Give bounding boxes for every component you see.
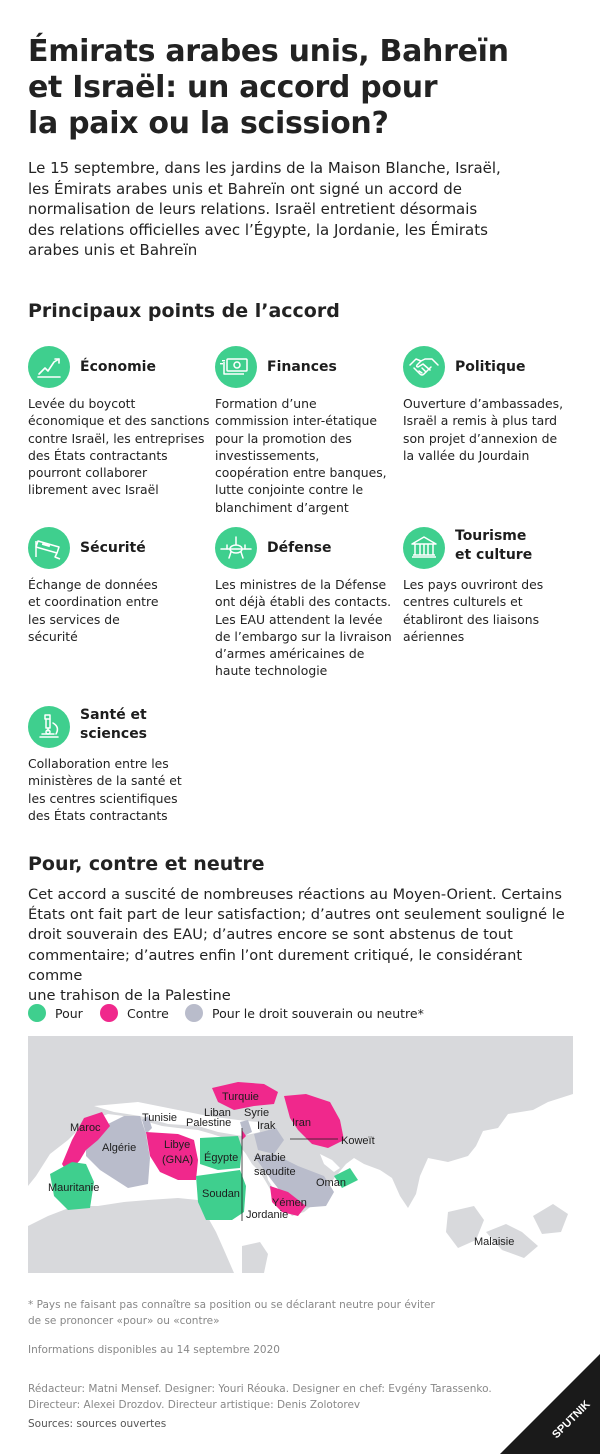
point-description: Collaboration entre les ministères de la santé et les centres scientifiques des États contractants — [28, 756, 182, 823]
point-description: Les pays ouvriront des centres culturels et établiront des liaisons aériennes — [403, 577, 544, 644]
label-liban: Liban — [204, 1107, 231, 1119]
label-saoudite: saoudite — [254, 1166, 296, 1178]
label-maroc: Maroc — [70, 1122, 101, 1134]
label-arabie: Arabie — [254, 1152, 286, 1164]
intro-line: Le 15 septembre, dans les jardins de la Maison Blanche, Israël, — [28, 159, 501, 177]
intro-line: arabes unis et Bahreïn — [28, 241, 198, 260]
info-date: Informations disponibles au 14 septembre 2020 — [28, 1344, 280, 1356]
legend-dot-neutre — [185, 1004, 203, 1022]
legend-label-pour: Pour — [55, 1006, 83, 1021]
point-description: Levée du boycott économique et des sanctions contre Israël, les entreprises des États contractants pourront collaborer librement avec Israël — [28, 396, 210, 498]
label-malaisie: Malaisie — [474, 1236, 515, 1248]
label-mauritanie: Mauritanie — [48, 1182, 100, 1194]
intro-line: normalisation de leurs relations. Israël entretient désormais — [28, 200, 478, 219]
point-title: Économie — [80, 359, 156, 375]
point-title: Défense — [267, 540, 332, 556]
intro-paragraph — [28, 158, 573, 261]
handshake-icon — [403, 346, 445, 388]
label-koweit: Koweït — [341, 1135, 375, 1147]
point-economie — [28, 346, 208, 496]
point-title: Politique — [455, 359, 526, 375]
point-description: Les ministres de la Défense ont déjà établi des contacts. Les EAU attendent la levée de l’embargo sur la livraison d’armes américaines de haute technologie — [215, 577, 392, 679]
label-egypte: Égypte — [204, 1152, 239, 1164]
label-yemen: Yémen — [272, 1197, 307, 1209]
label-syrie: Syrie — [244, 1107, 270, 1119]
label-irak: Irak — [257, 1120, 276, 1132]
label-gna: (GNA) — [162, 1154, 194, 1166]
point-title: Tourisme et culture — [455, 528, 533, 563]
point-title: Santé et sciences — [80, 707, 148, 742]
label-soudan: Soudan — [202, 1188, 240, 1200]
sources: Sources: sources ouvertes — [28, 1418, 167, 1430]
sputnik-wordmark: SPUTNIK — [550, 1398, 593, 1441]
intro-line: les Émirats arabes unis et Bahreïn ont signé un accord de — [28, 179, 463, 198]
credits: Rédacteur: Matni Mensef. Designer: Youri Réouka. Designer en chef: Evgény Tarassenko. Directeur: Alexei Drozdov. Directeur artistique: Denis Zolotorev — [28, 1383, 492, 1411]
label-oman: Oman — [316, 1177, 346, 1189]
point-defense — [215, 527, 395, 687]
point-finances — [215, 346, 395, 516]
section-title-reactions: Pour, contre et neutre — [28, 853, 265, 875]
legend-dot-pour — [28, 1004, 46, 1022]
point-politique — [403, 346, 583, 466]
page-title — [28, 34, 578, 142]
title-line: Émirats arabes unis, Bahreïn — [28, 34, 509, 69]
airplane-icon — [215, 527, 257, 569]
point-description: Échange de données et coordination entre les services de sécurité — [28, 577, 159, 644]
sputnik-logo — [500, 1354, 600, 1454]
point-sante — [28, 706, 208, 826]
footnote: * Pays ne faisant pas connaître sa position ou se déclarant neutre pour éviter de se prononcer «pour» ou «contre» — [28, 1299, 435, 1327]
chart-line-icon — [28, 346, 70, 388]
title-line: et Israël: un accord pour — [28, 70, 438, 105]
label-turquie: Turquie — [222, 1091, 259, 1103]
intro-line: des relations officielles avec l’Égypte, la Jordanie, les Émirats — [28, 220, 488, 239]
security-camera-icon — [28, 527, 70, 569]
legend-dot-contre — [100, 1004, 118, 1022]
museum-icon — [403, 527, 445, 569]
label-tunisie: Tunisie — [142, 1112, 178, 1124]
point-securite — [28, 527, 208, 647]
title-line: la paix ou la scission? — [28, 106, 389, 141]
point-description: Formation d’une commission inter-étatique pour la promotion des investissements, coopération entre banques, lutte conjointe contre le blanchiment d’argent — [215, 396, 387, 515]
label-algerie: Algérie — [102, 1142, 137, 1154]
point-title: Sécurité — [80, 540, 146, 556]
reactions-paragraph: Cet accord a suscité de nombreuses réactions au Moyen-Orient. Certains États ont fait part de leur satisfaction; d’autres ont seulement souligné le droit souverain des EAU; d’autres encore se sont abstenus de tout commentaire; d’autres enfin l’ont durement critiqué, le considérant comme une trahison de la Palestine — [28, 886, 565, 1005]
label-libye: Libye — [164, 1139, 191, 1151]
section-title-points: Principaux points de l’accord — [28, 300, 340, 322]
microscope-icon — [28, 706, 70, 748]
label-jordanie: Jordanie — [246, 1209, 289, 1221]
point-title: Finances — [267, 359, 337, 375]
banknote-icon — [215, 346, 257, 388]
point-description: Ouverture d’ambassades, Israël a remis à plus tard son projet d’annexion de la vallée du Jourdain — [403, 396, 564, 463]
legend-label-contre: Contre — [127, 1006, 169, 1021]
point-tourisme — [403, 527, 583, 647]
label-palestine: Palestine — [186, 1117, 232, 1129]
label-iran: Iran — [292, 1117, 311, 1129]
legend-label-neutre: Pour le droit souverain ou neutre* — [212, 1006, 424, 1021]
middle-east-map — [28, 1036, 573, 1273]
